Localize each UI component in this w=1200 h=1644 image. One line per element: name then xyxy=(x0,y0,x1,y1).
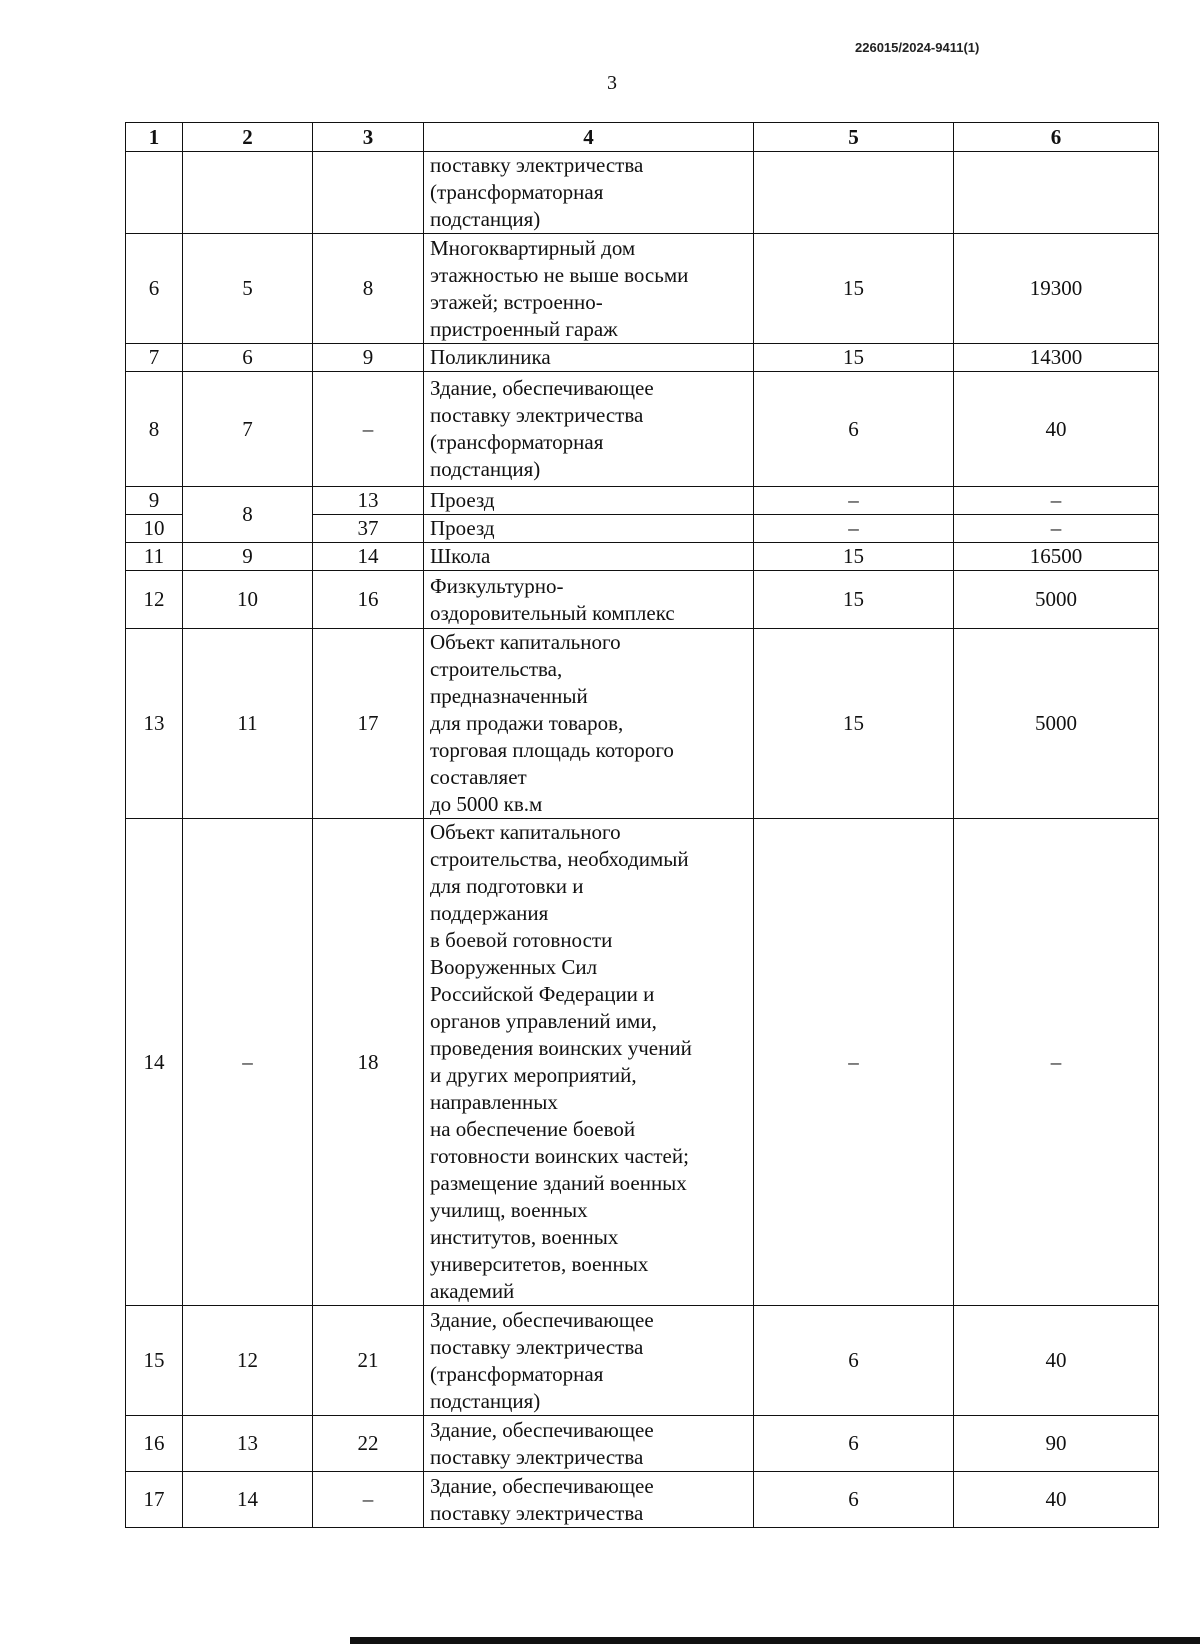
cell-col3: 37 xyxy=(313,515,424,543)
cell-col5: – xyxy=(754,487,954,515)
cell-col6: – xyxy=(954,515,1159,543)
cell-col5: 6 xyxy=(754,1306,954,1416)
table-row xyxy=(126,571,1159,629)
cell-description: Многоквартирный дом этажностью не выше восьми этажей; встроенно- пристроенный гараж xyxy=(424,234,754,344)
column-header: 1 xyxy=(126,123,183,152)
cell-col3: – xyxy=(313,1472,424,1528)
cell-row-number: 10 xyxy=(126,515,183,543)
cell-row-number: 9 xyxy=(126,487,183,515)
table-row xyxy=(126,819,1159,1306)
cell-row-number: 8 xyxy=(126,372,183,487)
cell-col2: 12 xyxy=(183,1306,313,1416)
cell-col6: 19300 xyxy=(954,234,1159,344)
cell-col3 xyxy=(313,152,424,234)
cell-col5: 6 xyxy=(754,372,954,487)
cell-col5: 15 xyxy=(754,344,954,372)
cell-description: Проезд xyxy=(424,515,754,543)
column-header: 2 xyxy=(183,123,313,152)
cell-col3: 9 xyxy=(313,344,424,372)
cell-col6: – xyxy=(954,819,1159,1306)
cell-description: Объект капитального строительства, предназначенный для продажи товаров, торговая площадь которого составляет до 5000 кв.м xyxy=(424,629,754,819)
cell-col2: – xyxy=(183,819,313,1306)
cell-description: Проезд xyxy=(424,487,754,515)
cell-col3: 18 xyxy=(313,819,424,1306)
cell-col5: 15 xyxy=(754,571,954,629)
cell-col2: 7 xyxy=(183,372,313,487)
table-row xyxy=(126,1306,1159,1416)
cell-col3: 17 xyxy=(313,629,424,819)
cell-col5: – xyxy=(754,819,954,1306)
cell-col5: – xyxy=(754,515,954,543)
cell-description: Здание, обеспечивающее поставку электричества xyxy=(424,1472,754,1528)
cell-col2: 9 xyxy=(183,543,313,571)
cell-row-number: 12 xyxy=(126,571,183,629)
cell-col5: 15 xyxy=(754,234,954,344)
cell-col6: 5000 xyxy=(954,571,1159,629)
cell-col6 xyxy=(954,152,1159,234)
cell-row-number xyxy=(126,152,183,234)
cell-row-number: 7 xyxy=(126,344,183,372)
page-number: 3 xyxy=(607,72,617,94)
cell-col5: 6 xyxy=(754,1472,954,1528)
scan-edge-bar xyxy=(350,1637,1200,1644)
cell-row-number: 17 xyxy=(126,1472,183,1528)
column-header: 6 xyxy=(954,123,1159,152)
cell-col2: 5 xyxy=(183,234,313,344)
table-row xyxy=(126,487,1159,515)
column-header: 5 xyxy=(754,123,954,152)
cell-description: Физкультурно- оздоровительный комплекс xyxy=(424,571,754,629)
cell-row-number: 6 xyxy=(126,234,183,344)
cell-col6: 5000 xyxy=(954,629,1159,819)
cell-col3: 16 xyxy=(313,571,424,629)
cell-col6: 40 xyxy=(954,372,1159,487)
table-row xyxy=(126,543,1159,571)
cell-col6: 40 xyxy=(954,1306,1159,1416)
cell-description: Здание, обеспечивающее поставку электричества xyxy=(424,1416,754,1472)
table-row xyxy=(126,152,1159,234)
table-row xyxy=(126,629,1159,819)
cell-col3: 21 xyxy=(313,1306,424,1416)
cell-col3: 14 xyxy=(313,543,424,571)
cell-col6: 90 xyxy=(954,1416,1159,1472)
register-table xyxy=(125,122,1159,1528)
cell-description: Поликлиника xyxy=(424,344,754,372)
cell-col6: 14300 xyxy=(954,344,1159,372)
cell-col3: 8 xyxy=(313,234,424,344)
cell-col3: – xyxy=(313,372,424,487)
document-id: 226015/2024-9411(1) xyxy=(855,40,980,55)
table-row xyxy=(126,372,1159,487)
cell-col6: 40 xyxy=(954,1472,1159,1528)
cell-col5: 6 xyxy=(754,1416,954,1472)
cell-col2: 11 xyxy=(183,629,313,819)
cell-col2: 14 xyxy=(183,1472,313,1528)
table-header-row xyxy=(126,123,1159,152)
cell-col3: 22 xyxy=(313,1416,424,1472)
cell-row-number: 16 xyxy=(126,1416,183,1472)
cell-row-number: 13 xyxy=(126,629,183,819)
cell-col5 xyxy=(754,152,954,234)
cell-col6: – xyxy=(954,487,1159,515)
table-row xyxy=(126,1416,1159,1472)
cell-description: Здание, обеспечивающее поставку электричества (трансформаторная подстанция) xyxy=(424,372,754,487)
cell-col2-merged: 8 xyxy=(183,487,313,543)
column-header: 3 xyxy=(313,123,424,152)
cell-description: Объект капитального строительства, необходимый для подготовки и поддержания в боевой готовности Вооруженных Сил Российской Федерации и органов управлений ими, проведения воинских учений и других мероприятий, направленных на обеспечение боевой готовности воинских частей; размещение зданий военных училищ, военных институтов, военных университетов, военных академий xyxy=(424,819,754,1306)
table-row xyxy=(126,1472,1159,1528)
cell-row-number: 15 xyxy=(126,1306,183,1416)
cell-col2 xyxy=(183,152,313,234)
column-header: 4 xyxy=(424,123,754,152)
cell-row-number: 14 xyxy=(126,819,183,1306)
cell-col2: 10 xyxy=(183,571,313,629)
table-row xyxy=(126,234,1159,344)
cell-col2: 6 xyxy=(183,344,313,372)
cell-col6: 16500 xyxy=(954,543,1159,571)
table-row xyxy=(126,344,1159,372)
cell-description: Школа xyxy=(424,543,754,571)
cell-col3: 13 xyxy=(313,487,424,515)
cell-description: Здание, обеспечивающее поставку электричества (трансформаторная подстанция) xyxy=(424,1306,754,1416)
cell-col5: 15 xyxy=(754,629,954,819)
cell-col5: 15 xyxy=(754,543,954,571)
cell-row-number: 11 xyxy=(126,543,183,571)
cell-col2: 13 xyxy=(183,1416,313,1472)
cell-description: поставку электричества (трансформаторная подстанция) xyxy=(424,152,754,234)
